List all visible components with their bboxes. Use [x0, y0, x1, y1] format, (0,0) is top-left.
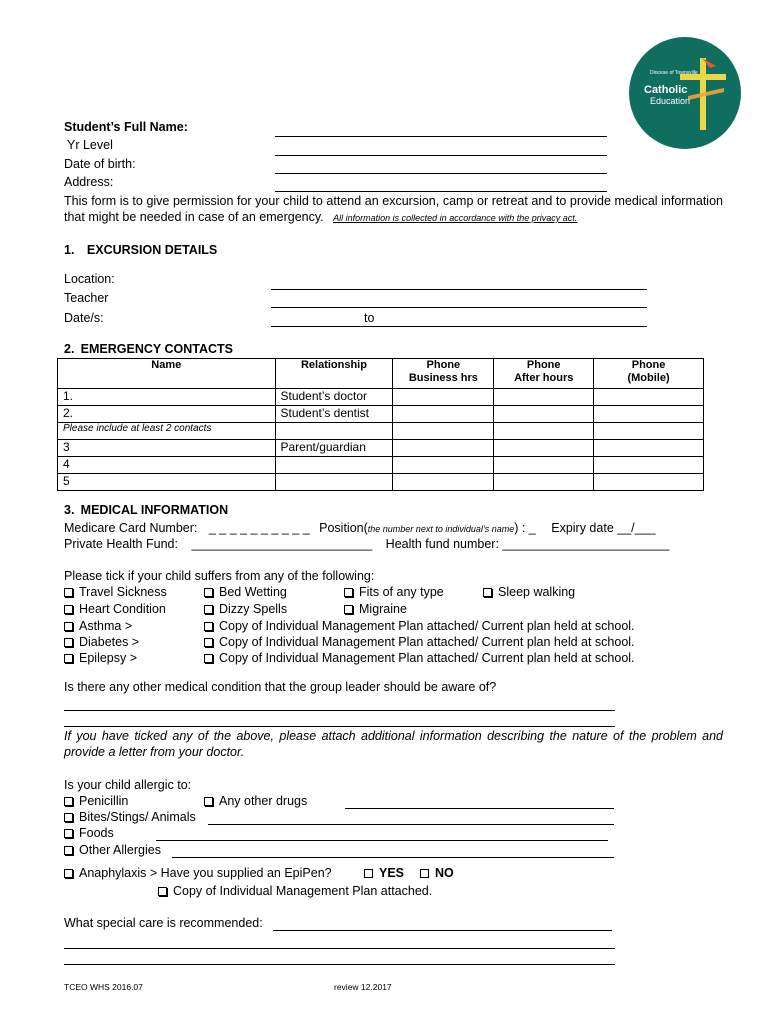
checkbox-icon[interactable]: [483, 588, 492, 597]
checkbox-icon[interactable]: [204, 605, 213, 614]
yr-level-label: Yr Level: [67, 138, 113, 152]
phf-label: Private Health Fund:: [64, 537, 178, 551]
checkbox-icon[interactable]: [204, 588, 213, 597]
medicare-input[interactable]: _ _ _ _ _ _ _ _ _ _: [208, 521, 310, 535]
dates-field[interactable]: [271, 326, 647, 327]
contact-phone-business[interactable]: [393, 474, 494, 491]
checkbox-icon[interactable]: [204, 638, 213, 647]
teacher-label: Teacher: [64, 291, 109, 305]
condition-dizzy[interactable]: Dizzy Spells: [204, 602, 287, 616]
condition-sleep[interactable]: Sleep walking: [483, 585, 575, 599]
contact-phone-mobile[interactable]: [594, 440, 704, 457]
bites-field[interactable]: [208, 824, 614, 825]
student-name-field[interactable]: [275, 136, 607, 137]
dates-to-label: to: [364, 311, 375, 325]
address-field[interactable]: [275, 191, 607, 192]
checkbox-icon[interactable]: [64, 797, 73, 806]
logo-line1: Diocese of Townsville: [650, 70, 698, 76]
contact-phone-after-hours[interactable]: [494, 457, 594, 474]
contact-relationship[interactable]: Student’s dentist: [275, 406, 393, 423]
special-care-label: What special care is recommended:: [64, 916, 263, 930]
table-row[interactable]: [58, 406, 704, 423]
epipen-no[interactable]: NO: [420, 866, 454, 880]
logo-line2: Catholic: [644, 84, 688, 96]
address-label: Address:: [64, 175, 114, 189]
contact-phone-business[interactable]: [393, 457, 494, 474]
table-row: [58, 423, 704, 440]
contact-relationship[interactable]: Parent/guardian: [275, 440, 393, 457]
condition-diabetes[interactable]: Diabetes >: [64, 635, 139, 649]
anaphylaxis-row[interactable]: Anaphylaxis > Have you supplied an EpiPen?: [64, 866, 332, 880]
health-fund-row: [64, 537, 669, 551]
other-drugs-field[interactable]: [345, 808, 614, 809]
location-label: Location:: [64, 272, 115, 286]
contact-relationship[interactable]: [275, 474, 393, 491]
medical-heading: 3. MEDICAL INFORMATION: [64, 503, 229, 517]
emergency-heading: 2. EMERGENCY CONTACTS: [64, 342, 234, 356]
student-name-label: Student’s Full Name:: [64, 120, 188, 134]
checkbox-icon[interactable]: [64, 869, 73, 878]
contact-phone-business[interactable]: [393, 406, 494, 423]
contact-phone-mobile[interactable]: [594, 406, 704, 423]
position-label: Position(: [319, 521, 368, 535]
diabetes-plan[interactable]: Copy of Individual Management Plan attached/ Current plan held at school.: [204, 635, 635, 649]
catholic-education-logo: [628, 36, 742, 150]
checkbox-icon[interactable]: [64, 622, 73, 631]
privacy-note: All information is collected in accordance with the privacy act.: [333, 213, 578, 223]
allergy-other[interactable]: Other Allergies: [64, 843, 161, 857]
phf-field[interactable]: __________________________: [191, 537, 373, 551]
checkbox-icon[interactable]: [204, 797, 213, 806]
special-care-field-2[interactable]: [64, 948, 615, 949]
contact-phone-mobile[interactable]: [594, 457, 704, 474]
anaphylaxis-plan[interactable]: Copy of Individual Management Plan attached.: [158, 884, 432, 898]
dob-field[interactable]: [275, 173, 607, 174]
logo-line3: Education: [650, 96, 691, 106]
checkbox-icon[interactable]: [64, 813, 73, 822]
condition-travel[interactable]: Travel Sickness: [64, 585, 167, 599]
contact-name[interactable]: 1.: [58, 389, 276, 406]
hfn-label: Health fund number:: [385, 537, 499, 551]
table-row[interactable]: [58, 389, 704, 406]
other-condition-line-1[interactable]: [64, 710, 615, 711]
checkbox-icon[interactable]: [64, 605, 73, 614]
other-condition-question: Is there any other medical condition that the group leader should be aware of?: [64, 680, 497, 694]
footer-left: TCEO WHS 2016.07: [64, 982, 143, 992]
asthma-plan[interactable]: Copy of Individual Management Plan attached/ Current plan held at school.: [204, 619, 635, 633]
table-row[interactable]: [58, 457, 704, 474]
checkbox-icon[interactable]: [64, 654, 73, 663]
location-field[interactable]: [271, 289, 647, 290]
teacher-field[interactable]: [271, 307, 647, 308]
checkbox-icon[interactable]: [344, 605, 353, 614]
contact-phone-after-hours[interactable]: [494, 474, 594, 491]
intro-text: This form is to give permission for your child to attend an excursion, camp or retreat and to provide medical information that might be needed in case of an emergency.: [64, 194, 723, 224]
condition-epilepsy[interactable]: Epilepsy >: [64, 651, 137, 665]
contact-phone-mobile[interactable]: [594, 474, 704, 491]
other-condition-line-2[interactable]: [64, 726, 615, 727]
condition-fits[interactable]: Fits of any type: [344, 585, 444, 599]
position-input[interactable]: ) : _: [514, 521, 536, 535]
emergency-contacts-table: [57, 358, 704, 491]
checkbox-icon[interactable]: [64, 638, 73, 647]
other-allergies-field[interactable]: [172, 857, 614, 858]
allergy-question: Is your child allergic to:: [64, 778, 192, 792]
checkbox-icon[interactable]: [420, 869, 429, 878]
checkbox-icon[interactable]: [64, 829, 73, 838]
epilepsy-plan[interactable]: Copy of Individual Management Plan attached/ Current plan held at school.: [204, 651, 635, 665]
contact-phone-business[interactable]: [393, 440, 494, 457]
condition-heart[interactable]: Heart Condition: [64, 602, 166, 616]
dates-label: Date/s:: [64, 311, 104, 325]
col-relationship: Relationship: [275, 359, 393, 389]
condition-asthma[interactable]: Asthma >: [64, 619, 132, 633]
col-phone-mobile: Phone (Mobile): [594, 359, 704, 389]
hfn-field[interactable]: ________________________: [502, 537, 670, 551]
contact-phone-after-hours[interactable]: [494, 406, 594, 423]
contact-name[interactable]: 3: [58, 440, 276, 457]
checkbox-icon[interactable]: [204, 654, 213, 663]
tick-intro: Please tick if your child suffers from any of the following:: [64, 569, 375, 583]
special-care-field-1[interactable]: [273, 930, 612, 931]
expiry-field[interactable]: Expiry date __/___: [551, 521, 656, 535]
col-phone-after-hours: Phone After hours: [494, 359, 594, 389]
contact-phone-mobile[interactable]: [594, 389, 704, 406]
contact-phone-after-hours[interactable]: [494, 389, 594, 406]
contact-phone-business[interactable]: [393, 389, 494, 406]
special-care-field-3[interactable]: [64, 964, 615, 965]
checkbox-icon[interactable]: [204, 622, 213, 631]
contact-relationship[interactable]: [275, 457, 393, 474]
col-name: Name: [58, 359, 276, 389]
contact-name[interactable]: 2.: [58, 406, 276, 423]
table-row[interactable]: [58, 440, 704, 457]
medicare-row: [64, 521, 655, 535]
medicare-label: Medicare Card Number:: [64, 521, 198, 535]
allergy-other-drugs[interactable]: Any other drugs: [204, 794, 307, 808]
epipen-yes[interactable]: YES: [364, 866, 404, 880]
dob-label: Date of birth:: [64, 157, 136, 171]
col-phone-business: Phone Business hrs: [393, 359, 494, 389]
contact-relationship[interactable]: Student’s doctor: [275, 389, 393, 406]
condition-migraine[interactable]: Migraine: [344, 602, 407, 616]
contacts-note: Please include at least 2 contacts: [58, 423, 276, 440]
attach-note: If you have ticked any of the above, please attach additional information describing the nature of the problem and provide a letter from your doctor.: [64, 729, 723, 759]
foods-field[interactable]: [156, 840, 608, 841]
footer-right: review 12.2017: [334, 982, 392, 992]
allergy-foods[interactable]: Foods: [64, 826, 114, 840]
contact-name[interactable]: 5: [58, 474, 276, 491]
table-row[interactable]: [58, 474, 704, 491]
yr-level-field[interactable]: [275, 155, 607, 156]
excursion-heading: 1. EXCURSION DETAILS: [64, 243, 218, 257]
allergy-penicillin[interactable]: Penicillin: [64, 794, 128, 808]
contact-name[interactable]: 4: [58, 457, 276, 474]
checkbox-icon[interactable]: [64, 588, 73, 597]
intro-paragraph: [64, 193, 723, 226]
condition-bed[interactable]: Bed Wetting: [204, 585, 287, 599]
allergy-bites[interactable]: Bites/Stings/ Animals: [64, 810, 196, 824]
position-note: the number next to individual’s name: [367, 524, 515, 534]
checkbox-icon[interactable]: [344, 588, 353, 597]
checkbox-icon[interactable]: [364, 869, 373, 878]
contact-phone-after-hours[interactable]: [494, 440, 594, 457]
checkbox-icon[interactable]: [64, 846, 73, 855]
checkbox-icon[interactable]: [158, 887, 167, 896]
